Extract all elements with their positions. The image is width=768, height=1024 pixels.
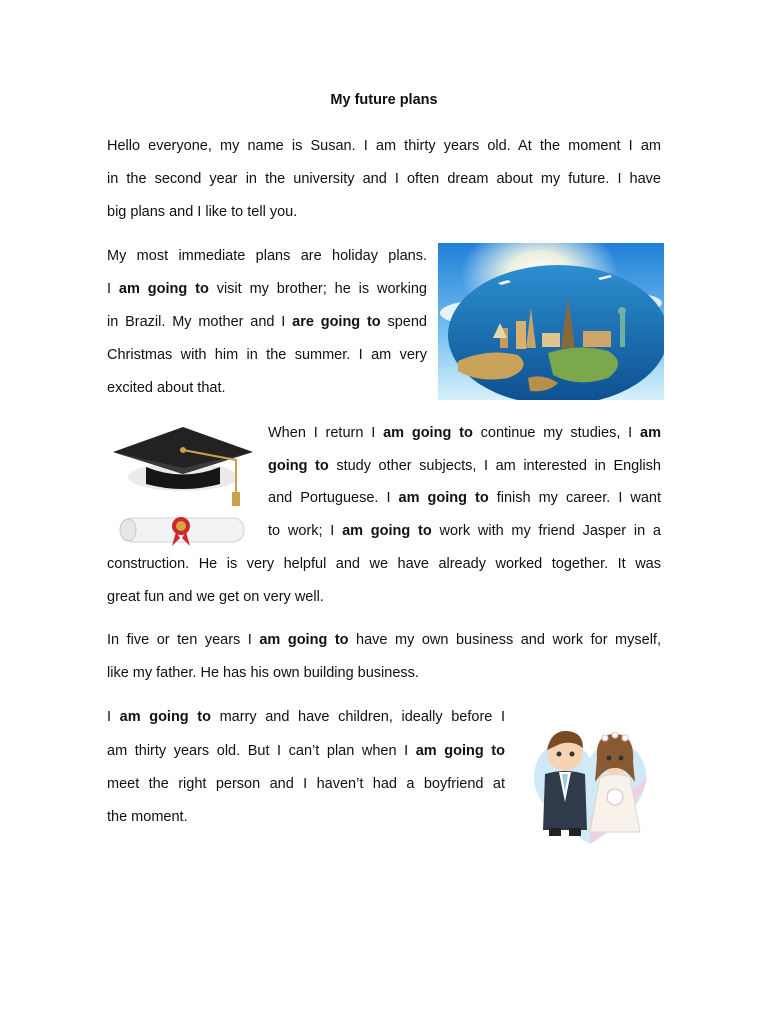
business-line-1: In five or ten years I am going to have my own business and work for myself, (107, 632, 661, 648)
graduation-image (108, 422, 258, 552)
intro-line-3: big plans and I like to tell you. (107, 204, 298, 220)
wedding-image (515, 722, 665, 850)
studies-line-1: When I return I am going to continue my studies, I am (268, 425, 661, 441)
studies-line-2: going to study other subjects, I am interested in English (268, 458, 661, 474)
marriage-line-2: am thirty years old. But I can’t plan when I am going to (107, 743, 505, 759)
holiday-line-4: Christmas with him in the summer. I am very (107, 347, 427, 363)
studies-line-3: and Portuguese. I am going to finish my career. I want (268, 490, 662, 506)
holiday-line-2: I am going to visit my brother; he is working (107, 281, 427, 297)
studies-line-6: great fun and we get on very well. (107, 589, 324, 605)
holiday-line-3: in Brazil. My mother and I are going to spend (107, 314, 427, 330)
marriage-line-3: meet the right person and I haven’t had a boyfriend at (107, 776, 505, 792)
business-line-2: like my father. He has his own building business. (107, 665, 419, 681)
intro-line-2: in the second year in the university and I often dream about my future. I have (107, 171, 661, 187)
holiday-line-5: excited about that. (107, 380, 226, 396)
marriage-line-1: I am going to marry and have children, ideally before I (107, 709, 505, 725)
travel-image (438, 243, 664, 400)
marriage-line-4: the moment. (107, 809, 188, 825)
page-title: My future plans (330, 92, 438, 108)
holiday-line-1: My most immediate plans are holiday plans. (107, 248, 427, 264)
intro-line-1: Hello everyone, my name is Susan. I am thirty years old. At the moment I am (107, 138, 661, 154)
studies-line-4: to work; I am going to work with my friend Jasper in a (268, 523, 661, 539)
studies-line-5: construction. He is very helpful and we have already worked together. It was (107, 556, 661, 572)
